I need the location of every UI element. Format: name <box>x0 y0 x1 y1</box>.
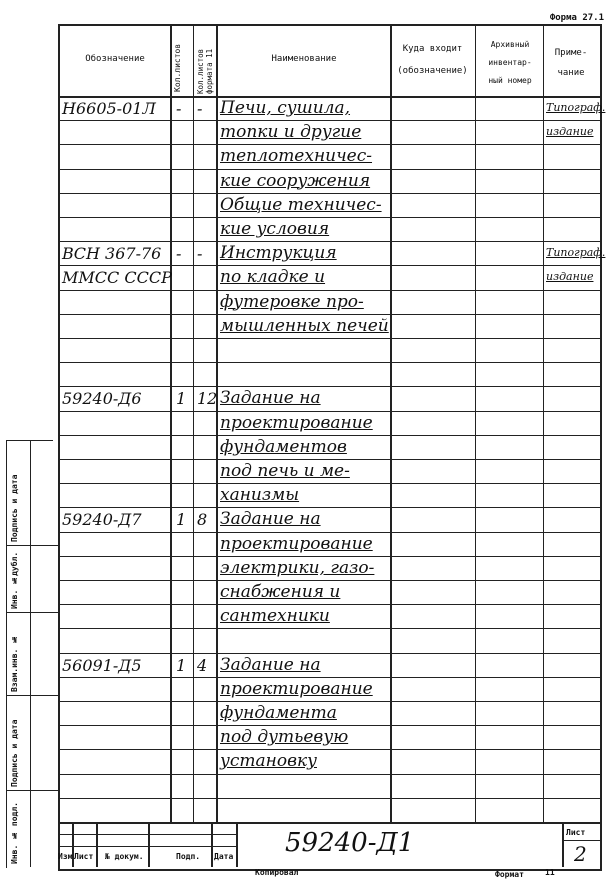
row-line <box>58 701 600 702</box>
row-line <box>58 362 600 363</box>
header-where-used-1: Куда входит <box>402 44 463 54</box>
row-name-line: проектирование <box>220 678 373 699</box>
footer-format-value: 11 <box>545 868 555 877</box>
row-line <box>58 798 600 799</box>
row-line <box>58 628 600 629</box>
header-archive-3: ный номер <box>488 76 532 85</box>
row-name-line: под печь и ме- <box>220 461 350 481</box>
row-line <box>58 386 600 387</box>
titleblock-row <box>562 840 600 841</box>
row-line <box>58 265 600 266</box>
row-line <box>58 653 600 654</box>
row-name-line: проектирование <box>220 533 373 554</box>
row-name-line: футеровке про- <box>220 291 364 312</box>
titleblock-col <box>148 822 150 867</box>
row-designation: 56091-Д5 <box>62 655 142 675</box>
row-line <box>58 556 600 557</box>
row-line <box>58 774 600 775</box>
row-line <box>58 411 600 412</box>
row-line <box>58 483 600 484</box>
row-sheets-f11: 12 <box>197 389 218 409</box>
row-name-line: под дутьевую <box>220 727 349 748</box>
row-name-line: Задание на <box>220 388 321 409</box>
titleblock-col <box>562 822 564 867</box>
row-line <box>58 217 600 218</box>
side-stamp-row <box>6 790 58 791</box>
row-name-line: Задание на <box>220 509 321 530</box>
side-inv-podl: Инв. № подл. <box>10 802 19 864</box>
row-line <box>58 749 600 750</box>
row-designation: 59240-Д6 <box>62 389 142 409</box>
header-archive-2: инвентар- <box>488 58 532 67</box>
header-where-used-2: (обозначение) <box>397 66 468 76</box>
row-name-line: фундамента <box>220 703 337 723</box>
tb-sheet-label: Лист <box>566 828 586 837</box>
row-line <box>58 604 600 605</box>
row-line <box>58 314 600 315</box>
row-line <box>58 532 600 533</box>
tb-designation: 59240-Д1 <box>285 828 415 858</box>
footer-format-label: Формат <box>495 870 524 879</box>
titleblock-row <box>58 834 236 835</box>
titleblock-col <box>236 822 238 867</box>
header-sheets: Кол.листов <box>173 43 182 92</box>
row-designation: ВСН 367-76 <box>62 244 162 264</box>
titleblock-top <box>58 822 600 824</box>
row-designation: 59240-Д7 <box>62 510 142 530</box>
row-name-line: установку <box>220 751 317 772</box>
row-line <box>58 120 600 121</box>
row-line <box>58 144 600 145</box>
row-sheets-f11: - <box>197 244 203 264</box>
row-sheets: 1 <box>176 655 187 675</box>
titleblock-col <box>96 822 98 867</box>
header-note-2: чание <box>557 68 585 78</box>
side-stamp-row <box>6 695 58 696</box>
row-note-line: издание <box>546 125 594 139</box>
row-name-line: кие условия <box>220 219 330 239</box>
row-line <box>58 169 600 170</box>
side-inv-dubl: Инв. №дубл. <box>10 551 19 609</box>
row-line <box>58 677 600 678</box>
row-sheets: 1 <box>176 389 187 409</box>
row-name-line: топки и другие <box>220 122 362 143</box>
titleblock-col <box>211 822 213 867</box>
tb-sheet-no: 2 <box>574 842 587 866</box>
row-name-line: теплотехничес- <box>220 146 373 167</box>
row-line <box>58 241 600 242</box>
tb-data: Дата <box>214 852 234 861</box>
row-name-line: ханизмы <box>220 485 300 506</box>
row-sheets: - <box>176 99 182 118</box>
side-podpis-data-1: Подпись и дата <box>10 719 19 787</box>
form-label: Форма 27.1 <box>549 13 604 23</box>
row-line <box>58 338 600 339</box>
row-line <box>58 725 600 726</box>
row-line <box>58 435 600 436</box>
tb-izm: Изм <box>58 852 73 861</box>
header-note-1: Приме- <box>554 48 588 58</box>
row-name-line: Задание на <box>220 654 321 675</box>
row-name-line: проектирование <box>220 412 373 433</box>
tb-doc-no: № докум. <box>105 852 144 861</box>
footer-copied: Копировал <box>255 868 299 877</box>
row-name-line: кие сооружения <box>220 170 371 191</box>
row-name-line: Инструкция <box>220 243 337 264</box>
row-name-line: снабжения и <box>220 582 341 602</box>
row-name-line: мышленных печей <box>220 315 389 336</box>
row-designation: ММСС СССР <box>62 268 172 288</box>
tb-podp: Подп. <box>176 852 201 861</box>
side-podpis-data-2: Подпись и дата <box>10 474 19 542</box>
row-designation: Н6605-01Л <box>62 99 156 118</box>
row-sheets: 1 <box>176 510 187 530</box>
row-line <box>58 290 600 291</box>
row-name-line: Общие техничес- <box>220 194 382 215</box>
row-note-line: Типограф. <box>546 101 606 114</box>
row-sheets: - <box>176 244 182 264</box>
side-stamp-row <box>6 545 58 546</box>
row-sheets-f11: 4 <box>197 655 208 675</box>
row-sheets-f11: 8 <box>197 510 208 530</box>
row-line <box>58 580 600 581</box>
row-note-line: Типограф. <box>546 246 606 260</box>
row-sheets-f11: - <box>197 99 203 118</box>
header-archive-1: Архивный <box>490 40 530 49</box>
row-name-line: Печи, сушила, <box>220 98 351 118</box>
row-note-line: издание <box>546 270 594 284</box>
row-name-line: фундаментов <box>220 436 347 457</box>
tb-list: Лист <box>74 852 94 861</box>
header-designation: Обозначение <box>85 54 145 64</box>
row-name-line: электрики, газо- <box>220 557 375 578</box>
header-name: Наименование <box>271 54 337 64</box>
row-line <box>58 507 600 508</box>
row-name-line: по кладке и <box>220 267 326 288</box>
titleblock-row <box>58 846 236 847</box>
side-vzam-inv: Взам.инв. № <box>10 634 19 692</box>
side-stamp-row <box>6 612 58 613</box>
header-sheets-f11: Кол.листов формата 11 <box>196 48 214 94</box>
row-line <box>58 459 600 460</box>
row-line <box>58 193 600 194</box>
side-stamp-divider <box>30 440 31 867</box>
row-name-line: сантехники <box>220 606 330 627</box>
